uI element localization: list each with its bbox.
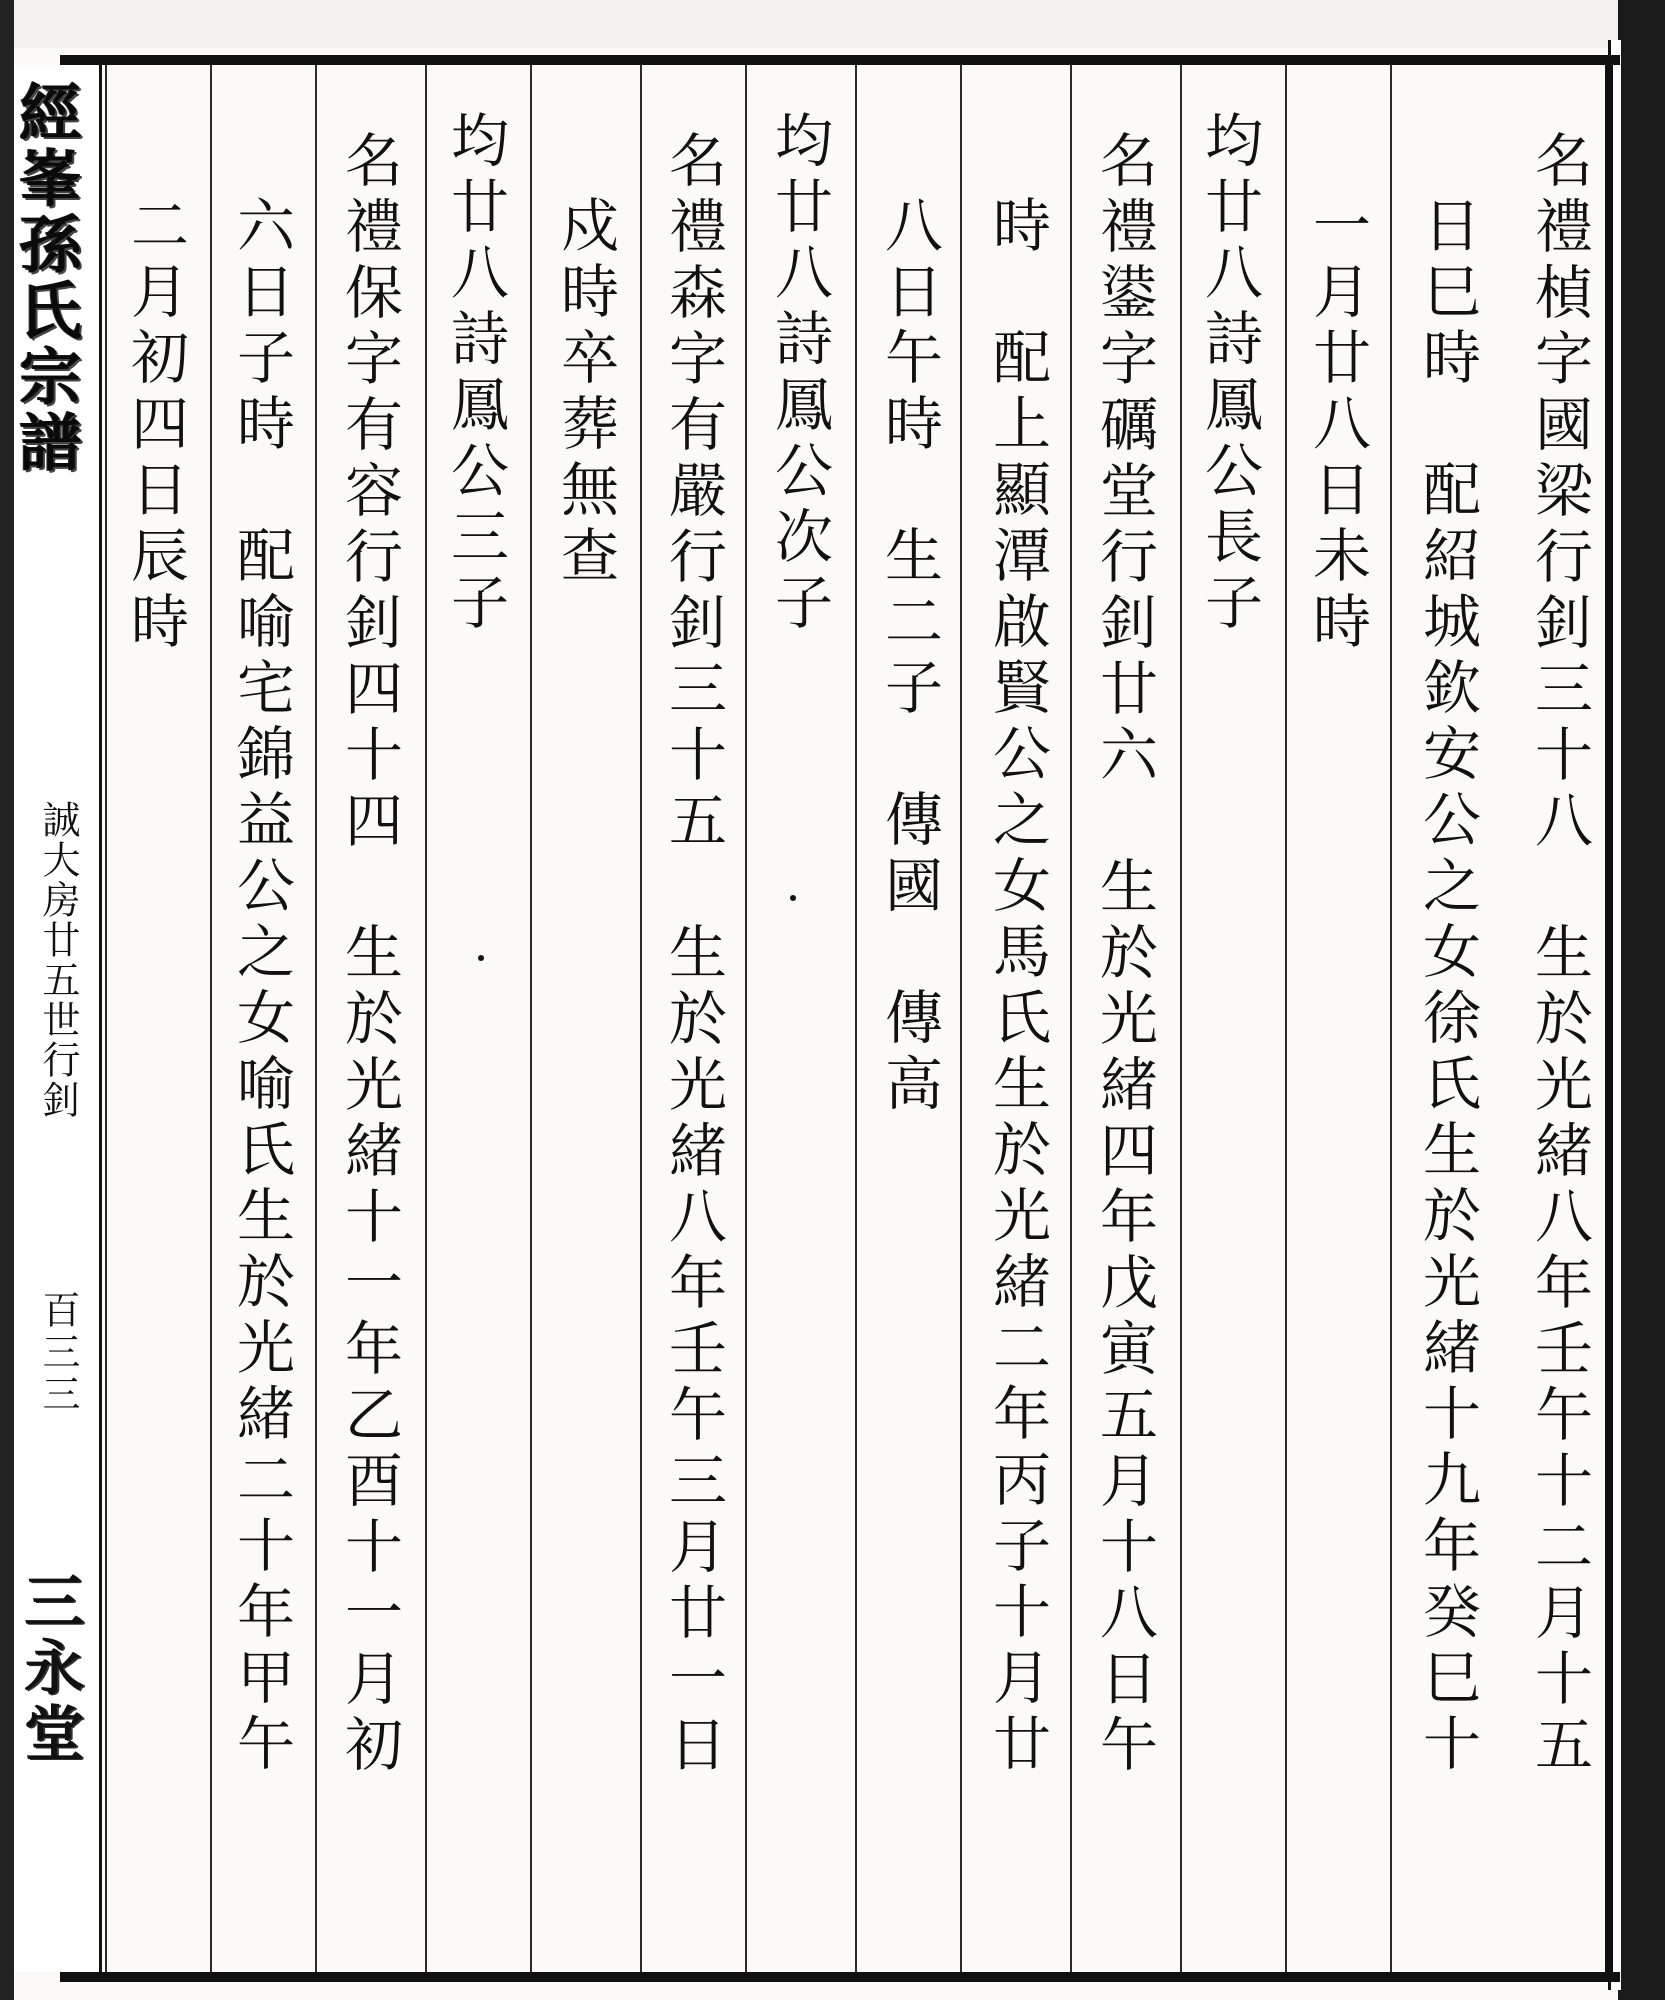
- scan-right-edge: [1618, 0, 1665, 2000]
- column-rule: [1285, 65, 1287, 1972]
- margin-branch-label: 誠大房廿五世行釗: [36, 800, 80, 1120]
- column-rule: [105, 65, 107, 1972]
- page-number: 百三三: [36, 1290, 80, 1416]
- column-rule: [1070, 65, 1072, 1972]
- page-border-top: [60, 55, 1620, 65]
- text-column: 六日子時 配喻宅錦益公之女喻氏生於光緒二十年甲午: [227, 195, 295, 1779]
- book-title: 經峯孫氏宗譜: [9, 80, 82, 476]
- text-column: 均廿八詩鳳公次子: [765, 110, 833, 638]
- text-column: 均廿八詩鳳公長子: [1195, 110, 1263, 638]
- column-rule: [745, 65, 747, 1972]
- text-column: 名禮楨字國梁行釗三十八 生於光緒八年壬午十二月十五: [1525, 130, 1593, 1780]
- hall-name: 三永堂: [14, 1570, 84, 1768]
- text-column: 均廿八詩鳳公三子: [441, 110, 509, 638]
- column-rule: [530, 65, 532, 1972]
- ink-dot: [478, 955, 484, 961]
- text-column: 戍時卒葬無查: [551, 195, 619, 591]
- text-column: 名禮鍙字礪堂行釗廿六 生於光緒四年戊寅五月十八日午: [1090, 130, 1158, 1780]
- column-rule: [1390, 65, 1392, 1972]
- page-border-bottom: [60, 1972, 1620, 1982]
- column-rule: [210, 65, 212, 1972]
- text-column: 名禮森字有嚴行釗三十五 生於光緒八年壬午三月廿一日: [659, 130, 727, 1780]
- text-column: 時 配上顯潭啟賢公之女馬氏生於光緒二年丙子十月廿: [983, 195, 1051, 1779]
- column-rule: [640, 65, 642, 1972]
- column-rule: [855, 65, 857, 1972]
- text-column: 名禮保字有容行釗四十四 生於光緒十一年乙酉十一月初: [335, 130, 403, 1780]
- column-rule: [1180, 65, 1182, 1972]
- text-column: 二月初四日辰時: [121, 195, 189, 657]
- scan-top-edge: [0, 0, 1665, 48]
- text-column: 八日午時 生二子 傳國 傳高: [875, 195, 943, 1119]
- column-rule: [960, 65, 962, 1972]
- column-rule: [425, 65, 427, 1972]
- ink-dot: [790, 895, 796, 901]
- page-border-right: [1605, 55, 1613, 1980]
- text-column: 日巳時 配紹城欽安公之女徐氏生於光緒十九年癸巳十: [1413, 195, 1481, 1779]
- column-rule: [315, 65, 317, 1972]
- text-column: 一月廿八日未時: [1303, 195, 1371, 657]
